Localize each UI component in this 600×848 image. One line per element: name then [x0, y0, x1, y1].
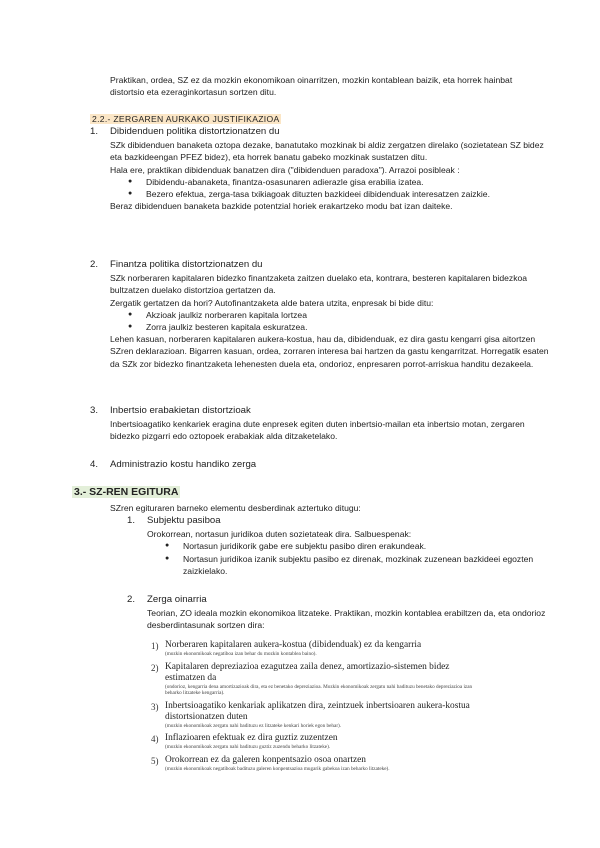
excerpt-item-1-number: 1) — [151, 641, 159, 651]
sub-1-number: 1. — [127, 515, 136, 526]
item-1 — [90, 126, 550, 212]
item-2-number: 2. — [90, 259, 99, 270]
item-3-number: 3. — [90, 405, 99, 416]
item-2 — [90, 259, 550, 370]
excerpt-item-1-main: Norberaren kapitalaren aukera-kostua (dibidenduak) ez da kengarria — [165, 640, 422, 650]
section-2-2-title: 2.2.- ZERGAREN AURKAKO JUSTIFIKAZIOA — [92, 114, 280, 124]
section-2-2-heading — [90, 113, 281, 125]
item-2-paragraph-2: Zergatik gertatzen da hori? Autofinantzaketa alde batera utzita, enpresak bi bide ditu: — [110, 297, 434, 308]
excerpt-item-2-main: Kapitalaren depreziazioa ezagutzea zaila denez, amortizazio-sistemen bidez estimatzen da — [165, 661, 450, 683]
item-4-title: Administrazio kostu handiko zerga — [110, 459, 257, 470]
sub-2-number: 2. — [127, 594, 136, 605]
item-3-title: Inbertsio erabakietan distortzioak — [110, 405, 251, 416]
item-3-paragraph-1: Inbertsioagatiko kenkariek eragina dute enpresek egiten duten inbertsio-mailan eta inbertsio motan, zergaren bidezko pizgarri edo oztopoek erabakiak alda ditzaketelako. — [110, 419, 525, 442]
item-2-bullet-2: ● Zorra jaulkiz besteren kapitala eskuratzea. — [128, 321, 550, 333]
excerpt-item-2-number: 2) — [151, 662, 159, 673]
sub-1-paragraph: Orokorrean, nortasun juridikoa duten sozietateak dira. Salbuespenak: — [147, 529, 412, 540]
sub-item-1 — [127, 515, 547, 577]
item-1-number: 1. — [90, 126, 99, 137]
excerpt-item-5 — [151, 755, 481, 773]
item-1-bullet-1: ● Dibidendu-abanaketa, finantza-osasunaren adierazle gisa erabilia izatea. — [128, 176, 550, 188]
excerpt-item-4 — [151, 733, 481, 751]
sub-2-paragraph: Teorian, ZO ideala mozkin ekonomikoa litzateke. Praktikan, mozkin kontablea erabiltzen da, eta ondorioz desberdintasunak sortzen dira: — [147, 608, 546, 631]
item-2-title: Finantza politika distortzionatzen du — [110, 259, 263, 270]
excerpt-item-4-main: Inflazioaren efektuak ez dira guztiz zuzentzen — [165, 733, 338, 743]
embedded-list-excerpt — [151, 640, 481, 776]
excerpt-item-3-main: Inbertsioagatiko kenkariak aplikatzen dira, zeintzuek inbertsioaren aukera-kostua distortsionatzen duten — [165, 700, 470, 722]
excerpt-item-2 — [151, 662, 481, 697]
item-1-bullet-2: ● Bezero efektua, zerga-tasa txikiagoak dituzten bazkideei dibidenduak interesatzen zaizkie. — [128, 188, 550, 200]
sub-1-title: Subjektu pasiboa — [147, 515, 221, 526]
excerpt-item-5-main: Orokorrean ez da galeren konpentsazio osoa onartzen — [165, 754, 366, 765]
excerpt-item-3-note: (mozkin ekonomikoak zergatu nahi badituzu ez litzateke kenkari horiek egon behar). — [165, 722, 342, 729]
excerpt-item-5-note: (mozkin ekonomikoak negatiboak badituzu galeren konpentsazioa mugarik gabekoa izan beharko litzateke). — [165, 765, 390, 772]
sub-1-bullet-1: ● Nortasun juridikorik gabe ere subjektu pasibo diren erakundeak. — [165, 540, 547, 552]
excerpt-item-1 — [151, 640, 481, 658]
section-3-heading — [72, 486, 180, 498]
excerpt-item-4-note: (mozkin ekonomikoak zergatu nahi badituzu guztiz zuzendu beharko litzateke). — [165, 744, 331, 750]
item-2-paragraph-1: SZk norberaren kapitalaren bidezko finantzaketa zaitzen duelako eta, kontrara, besteren kapitalaren bidezkoa bultzatzen duelako distortzioa gertatzen da. — [110, 273, 528, 296]
excerpt-item-4-number: 4) — [151, 734, 159, 744]
sub-2-title: Zerga oinarria — [147, 594, 207, 605]
item-2-bullet-1: ● Akzioak jaulkiz norberaren kapitala lortzea — [128, 309, 550, 321]
item-1-title: Dibidenduen politika distortzionatzen du — [110, 126, 280, 137]
excerpt-item-5-number: 5) — [151, 755, 159, 766]
section-3-title: 3.- SZ-REN EGITURA — [74, 486, 179, 498]
item-2-paragraph-3: Lehen kasuan, norberaren kapitalaren aukera-kostua, hau da, dibidenduak, ez dira gastu kengarri gisa aitortzen SZren deklarazioan. Bigarren kasuan, ordea, zorraren interesa bai hartzen da gastu kengarritzat. Horregatik esaten da SZk zor bidezko finantzaketa lehenesten duela eta, ondorioz, enpresaren porrot-arriskua handitu dezakeela. — [110, 334, 549, 369]
item-1-paragraph-3: Beraz dibidenduen banaketa bazkide potentzial horiek erakartzeko modu bat izan daiteke. — [110, 201, 453, 212]
item-4 — [90, 459, 550, 472]
item-3 — [90, 405, 550, 443]
section-3-intro: SZren egituraren barneko elementu desberdinak aztertuko ditugu: — [110, 503, 361, 513]
sub-item-2 — [127, 594, 547, 632]
excerpt-item-3 — [151, 701, 481, 730]
sub-1-bullet-2: ● Nortasun juridikoa izanik subjektu pasibo ez direnak, mozkinak zuzenean bazkideei egozten zaizkielako. — [165, 553, 547, 577]
item-1-paragraph-1: SZk dibidenduen banaketa oztopa dezake, banatutako mozkinak bi aldiz zergatzen direlako (sozietatean SZ bidez eta bazkideengan PFEZ bidez), eta horrek banatu gabeko mozkinak sustatzen ditu. — [110, 140, 544, 163]
item-1-paragraph-2: Hala ere, praktikan dibidenduak banatzen dira ("dibidenduen paradoxa"). Arrazoi posibleak : — [110, 164, 460, 175]
excerpt-item-1-note: (mozkin ekonomikoak negatiboa izan behar du mozkin kontablea baino). — [165, 651, 317, 657]
excerpt-item-2-note: (ondorioz, kengarria dena amortizazioak dira, eta ez benetako depreziazioa. Mozkin ekonomikoak zergatu nahi badituzu benetako depreziazioa izan beharko litzateke kengarria). — [165, 683, 473, 696]
item-4-number: 4. — [90, 459, 99, 470]
excerpt-item-3-number: 3) — [151, 701, 159, 712]
intro-paragraph: Praktikan, ordea, SZ ez da mozkin ekonomikoan oinarritzen, mozkin kontablean baizik, eta horrek hainbat distortsio eta ezeraginkortasun sortzen ditu. — [110, 75, 513, 98]
